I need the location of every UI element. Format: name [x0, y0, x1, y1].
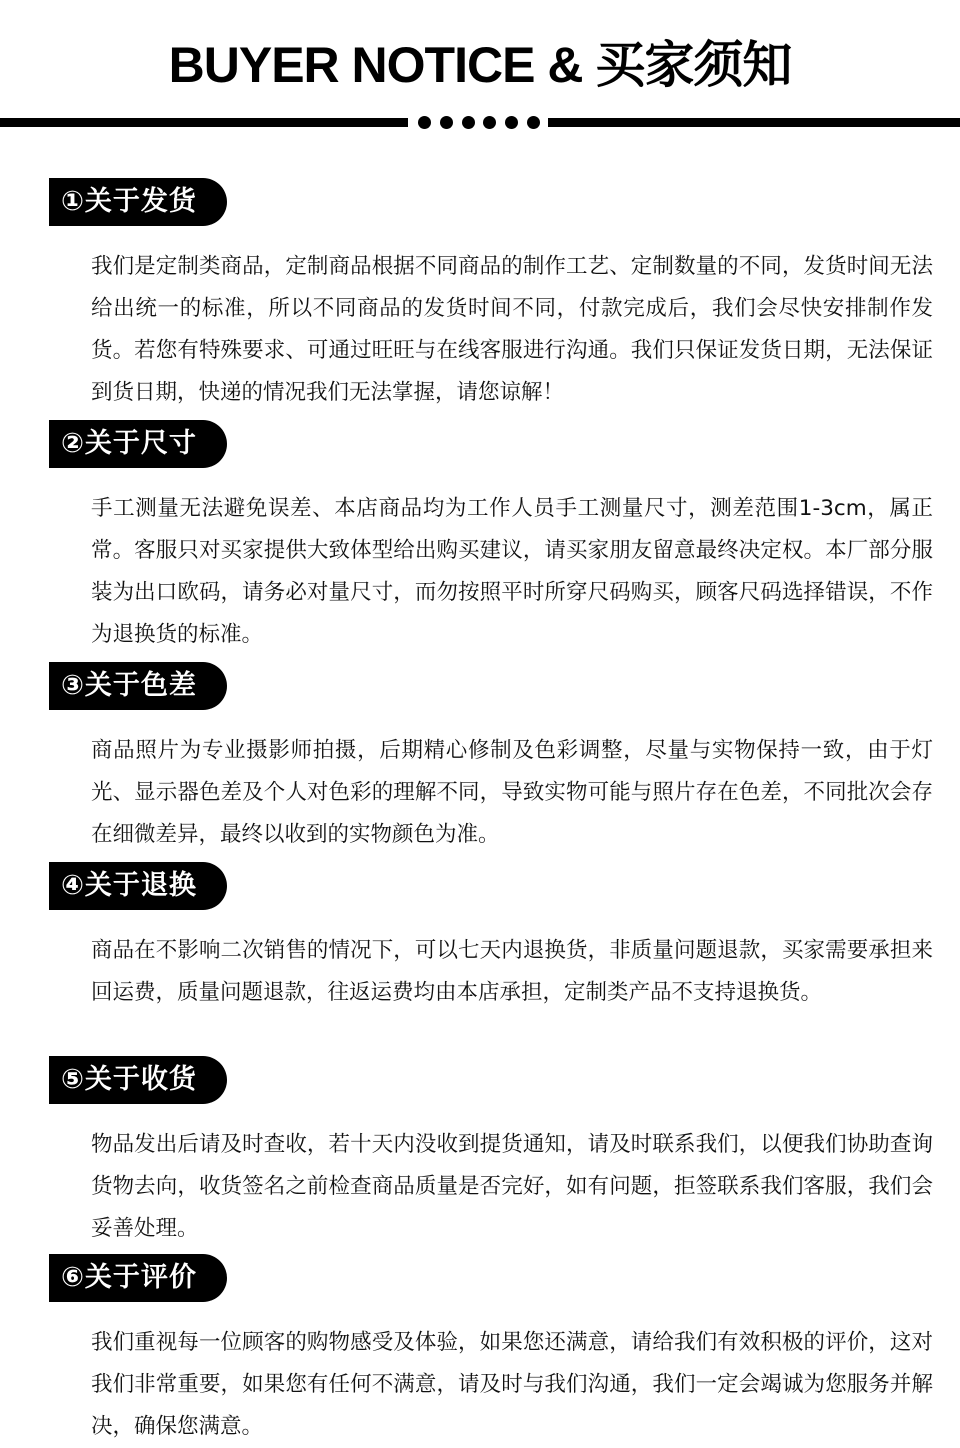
title-divider — [0, 114, 960, 130]
section-body: 商品在不影响二次销售的情况下，可以七天内退换货，非质量问题退款，买家需要承担来回运费，质量问题退款，往返运费均由本店承担，定制类产品不支持退换货。 — [91, 938, 933, 1005]
section-body: 手工测量无法避免误差、本店商品均为工作人员手工测量尺寸，测差范围1-3cm，属正常。客服只对买家提供大致体型给出购买建议，请买家朋友留意最终决定权。本厂部分服装为出口欧码，请务必对量尺寸，而勿按照平时所穿尺码购买，顾客尺码选择错误，不作为退换货的标准。 — [91, 496, 933, 647]
section-heading: ⑥关于评价 — [49, 1254, 227, 1302]
section-heading: ⑤关于收货 — [49, 1056, 227, 1104]
section-body: 我们是定制类商品，定制商品根据不同商品的制作工艺、定制数量的不同，发货时间无法给出统一的标准，所以不同商品的发货时间不同，付款完成后，我们会尽快安排制作发货。若您有特殊要求、可通过旺旺与在线客服进行沟通。我们只保证发货日期，无法保证到货日期，快递的情况我们无法掌握，请您谅解！ — [91, 254, 933, 405]
divider-dot — [483, 116, 496, 129]
section-heading: ③关于色差 — [49, 662, 227, 710]
page-title: BUYER NOTICE & 买家须知 — [168, 37, 792, 93]
divider-bar-right — [548, 118, 960, 127]
section-body: 我们重视每一位顾客的购物感受及体验，如果您还满意，请给我们有效积极的评价，这对我们非常重要，如果您有任何不满意，请及时与我们沟通，我们一定会竭诚为您服务并解决，确保您满意。 — [91, 1330, 933, 1439]
divider-dot — [505, 116, 518, 129]
divider-dot — [462, 116, 475, 129]
section-heading: ①关于发货 — [49, 178, 227, 226]
divider-dot — [527, 116, 540, 129]
divider-dots — [418, 114, 540, 130]
section-heading: ④关于退换 — [49, 862, 227, 910]
divider-dot — [418, 116, 431, 129]
divider-bar-left — [0, 118, 408, 127]
divider-dot — [440, 116, 453, 129]
section-body: 商品照片为专业摄影师拍摄，后期精心修制及色彩调整，尽量与实物保持一致，由于灯光、显示器色差及个人对色彩的理解不同，导致实物可能与照片存在色差，不同批次会存在细微差异，最终以收到的实物颜色为准。 — [91, 738, 933, 847]
section-heading: ②关于尺寸 — [49, 420, 227, 468]
section-body: 物品发出后请及时查收，若十天内没收到提货通知，请及时联系我们，以便我们协助查询货物去向，收货签名之前检查商品质量是否完好，如有问题，拒签联系我们客服，我们会妥善处理。 — [91, 1132, 933, 1241]
